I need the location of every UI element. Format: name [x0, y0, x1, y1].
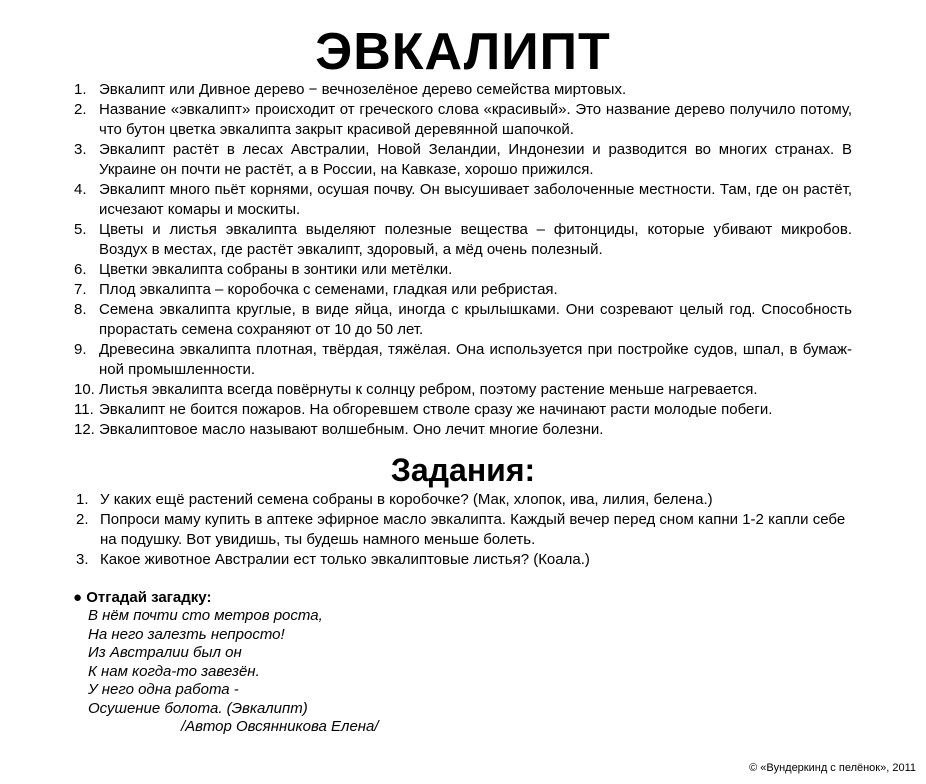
copyright-notice: © «Вундеркинд с пелёнок», 2011 [749, 762, 916, 774]
fact-text: Эвкалипт растёт в лесах Австралии, Новой Зеландии, Индонезии и разводится во многих странах. В Украине он почти не растёт, а в России, на Кавказе, хорошо прижился. [99, 141, 852, 178]
fact-number: 9. [74, 341, 87, 358]
fact-text: Цветы и листья эвкалипта выделяют полезные вещества – фитонциды, которые убивают микробов. Воздух в местах, где растёт эвкалипт, здоровый, а мёд очень полезный. [99, 221, 852, 258]
fact-number: 8. [74, 301, 87, 318]
riddle-line: Из Австралии был он [88, 644, 242, 661]
task-item [74, 550, 852, 570]
task-number: 2. [76, 511, 89, 528]
fact-text: Название «эвкалипт» происходит от греческого слова «красивый». Это название дерево получило потому, что бутон цветка эвкалипта закрыт красивой деревянной шапочкой. [99, 101, 852, 138]
task-item [74, 490, 852, 510]
task-text: Попроси маму купить в аптеке эфирное масло эвкалипта. Каждый вечер перед сном капни 1-2 капли себе на подушку. Вот увидишь, ты будешь намного меньше болеть. [100, 511, 846, 548]
riddle-block [73, 588, 573, 737]
fact-item [74, 180, 852, 220]
facts-list [74, 80, 852, 440]
fact-item [74, 220, 852, 260]
fact-item [74, 400, 852, 420]
fact-text: Цветки эвкалипта собраны в зонтики или метёлки. [99, 261, 453, 278]
riddle-heading: ● Отгадай загадку: [73, 589, 212, 606]
fact-item [74, 280, 852, 300]
fact-item [74, 260, 852, 280]
fact-number: 12. [74, 421, 95, 438]
fact-text: Эвкалипт не боится пожаров. На обгоревшем стволе сразу же начинают расти молодые побеги. [99, 401, 773, 418]
fact-item [74, 340, 852, 380]
riddle-line: К нам когда-то завезён. [88, 662, 260, 680]
fact-number: 11. [74, 401, 94, 418]
fact-text: Семена эвкалипта круглые, в виде яйца, иногда с крылышками. Они созревают целый год. Способность прорастать семена сохраняют от 10 до 50 лет. [99, 301, 852, 338]
fact-item [74, 100, 852, 140]
task-item [74, 510, 852, 550]
fact-number: 4. [74, 181, 87, 198]
fact-text: Эвкалипт или Дивное дерево − вечнозелёное дерево семейства миртовых. [99, 81, 627, 98]
tasks-heading: Задания: [390, 452, 536, 488]
task-text: Какое животное Австралии ест только эвкалиптовые листья? (Коала.) [100, 551, 590, 568]
tasks-list [74, 490, 852, 570]
fact-number: 10. [74, 381, 95, 398]
riddle-line: У него одна работа - [88, 681, 239, 698]
fact-number: 7. [74, 281, 87, 298]
fact-text: Эвкалиптовое масло называют волшебным. Оно лечит многие болезни. [99, 421, 604, 438]
fact-item [74, 420, 852, 440]
fact-item [74, 380, 852, 400]
task-text: У каких ещё растений семена собраны в коробочке? (Мак, хлопок, ива, лилия, белена.) [100, 491, 713, 508]
fact-number: 6. [74, 261, 87, 278]
fact-item [74, 80, 852, 100]
fact-number: 3. [74, 141, 87, 158]
riddle-line: Осушение болота. (Эвкалипт) [88, 699, 308, 717]
fact-item [74, 300, 852, 340]
task-number: 3. [76, 551, 89, 568]
fact-text: Древесина эвкалипта плотная, твёрдая, тяжёлая. Она используется при постройке судов, шпал, в бумажной промышленности. [99, 341, 852, 378]
fact-text: Эвкалипт много пьёт корнями, осушая почву. Он высушивает заболоченные местности. Там, где он растёт, исчезают комары и москиты. [99, 181, 852, 218]
fact-number: 5. [74, 221, 87, 238]
riddle-line: На него залезть непросто! [88, 625, 285, 643]
task-number: 1. [76, 491, 89, 508]
fact-item [74, 140, 852, 180]
page-title: ЭВКАЛИПТ [315, 23, 611, 81]
riddle-line: В нём почти сто метров роста, [88, 607, 323, 624]
fact-number: 2. [74, 101, 87, 118]
riddle-verse [73, 607, 573, 718]
fact-number: 1. [74, 81, 87, 98]
riddle-author: /Автор Овсянникова Елена/ [181, 718, 379, 735]
fact-text: Листья эвкалипта всегда повёрнуты к солнцу ребром, поэтому растение меньше нагревается. [99, 381, 758, 398]
fact-text: Плод эвкалипта – коробочка с семенами, гладкая или ребристая. [99, 281, 558, 298]
